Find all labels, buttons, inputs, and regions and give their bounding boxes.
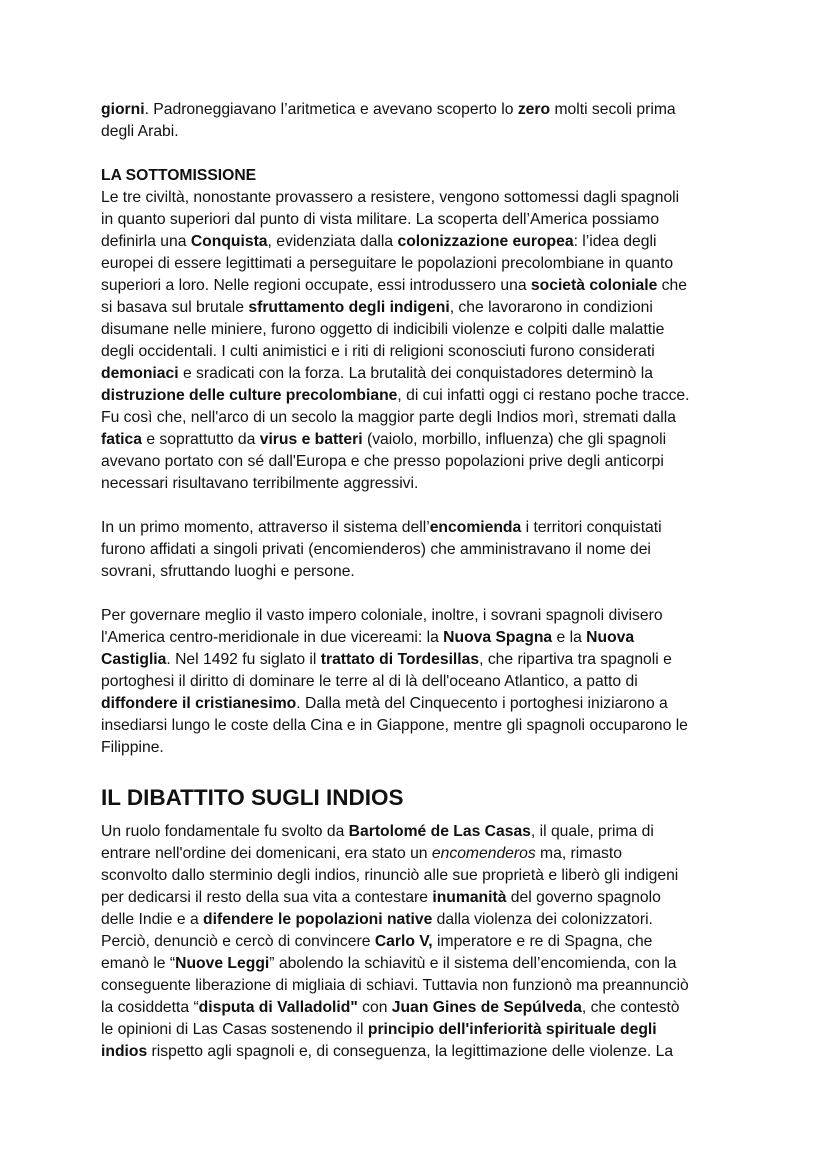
bold-text: Nuova (586, 629, 635, 646)
text-run: Le tre civiltà, nonostante provassero a resistere, vengono sottomessi dagli spagnoli (101, 189, 680, 206)
intro-paragraph (101, 99, 741, 143)
bold-text: Conquista (190, 233, 268, 250)
bold-text: colonizzazione europea (397, 233, 574, 250)
section-heading-sottomissione: LA SOTTOMISSIONE (101, 167, 257, 184)
italic-text: encomenderos (431, 845, 536, 862)
text-run: l'America centro-meridionale in due vicereami: la (101, 629, 444, 646)
text-run: si basava sul brutale (101, 299, 249, 316)
text-run: disumane nelle miniere, furono oggetto di indicibili violenze e colpiti dalle malattie (101, 321, 665, 338)
text-run: sovrani, sfruttando luoghi e persone. (101, 563, 355, 580)
bold-text: giorni (101, 101, 145, 118)
text-line (101, 1041, 741, 1063)
text-line (101, 561, 741, 583)
text-run: e la (552, 629, 587, 646)
text-run: ” abolendo la schiavitù e il sistema dell’encomienda, con la (269, 955, 677, 972)
sottomissione-paragraph-1 (101, 187, 741, 495)
bold-text: encomienda (429, 519, 522, 536)
text-run: Fu così che, nell'arco di un secolo la maggior parte degli Indios morì, stremati dalla (101, 409, 676, 426)
text-run: le opinioni di Las Casas sostenendo il (101, 1021, 368, 1038)
bold-text: principio dell'inferiorità spirituale degli (367, 1021, 657, 1038)
bold-text: Nuove Leggi (175, 955, 270, 972)
text-line (101, 1019, 741, 1041)
document-page (101, 99, 741, 1063)
text-line (101, 275, 741, 297)
paragraph-gap (101, 495, 741, 517)
text-line (101, 121, 741, 143)
paragraph-gap (101, 583, 741, 605)
bold-text: Bartolomé de Las Casas (348, 823, 531, 840)
text-line (101, 473, 741, 495)
bold-text: inumanità (432, 889, 507, 906)
bold-text: sfruttamento degli indigeni (248, 299, 450, 316)
text-run: imperatore e re di Spagna, che (432, 933, 653, 950)
text-run: che (657, 277, 687, 294)
text-line (101, 187, 741, 209)
text-run: , che ripartiva tra spagnoli e (479, 651, 672, 668)
text-line (101, 953, 741, 975)
bold-text: disputa di Valladolid" (198, 999, 358, 1016)
text-line (101, 737, 741, 759)
text-line (101, 693, 741, 715)
text-line (101, 451, 741, 473)
text-run: emanò le “ (101, 955, 176, 972)
text-run: furono affidati a singoli privati (encomienderos) che amministravano il nome dei (101, 541, 651, 558)
text-run: necessari risultavano terribilmente aggressivi. (101, 475, 419, 492)
text-line (101, 975, 741, 997)
text-run: degli occidentali. I culti animistici e i riti di religioni sconosciuti furono considerati (101, 343, 655, 360)
bold-text: diffondere il cristianesimo (101, 695, 297, 712)
text-run: Per governare meglio il vasto impero coloniale, inoltre, i sovrani spagnoli divisero (101, 607, 663, 624)
text-run: entrare nell'ordine dei domenicani, era stato un (101, 845, 432, 862)
text-line (101, 517, 741, 539)
bold-text: indios (101, 1043, 148, 1060)
text-line (101, 407, 741, 429)
text-line (101, 649, 741, 671)
text-run: la cosiddetta “ (101, 999, 199, 1016)
text-run: . Dalla metà del Cinquecento i portoghesi iniziarono a (296, 695, 668, 712)
text-line (101, 671, 741, 693)
text-line (101, 715, 741, 737)
text-line (101, 821, 741, 843)
text-run: , evidenziata dalla (267, 233, 398, 250)
text-run: insediarsi lungo le coste della Cina e in Giappone, mentre gli spagnoli occuparono le (101, 717, 688, 734)
text-run: , di cui infatti oggi ci restano poche tracce. (397, 387, 690, 404)
text-run: superiori a loro. Nelle regioni occupate, essi introdussero una (101, 277, 531, 294)
text-line (101, 539, 741, 561)
text-run: molti secoli prima (550, 101, 676, 118)
text-run: (vaiolo, morbillo, influenza) che gli spagnoli (362, 431, 667, 448)
sottomissione-paragraph-2 (101, 517, 741, 583)
text-run: Filippine. (101, 739, 164, 756)
text-run: avevano portato con sé dall'Europa e che presso popolazioni prive degli anticorpi (101, 453, 664, 470)
text-line (101, 887, 741, 909)
text-line (101, 843, 741, 865)
bold-text: demoniaci (101, 365, 179, 382)
text-line (101, 909, 741, 931)
text-line (101, 319, 741, 341)
text-run: degli Arabi. (101, 123, 179, 140)
text-run: Un ruolo fondamentale fu svolto da (101, 823, 349, 840)
text-line (101, 627, 741, 649)
bold-text: Castiglia (101, 651, 167, 668)
bold-text: società coloniale (530, 277, 658, 294)
bold-text: virus e batteri (259, 431, 363, 448)
text-line (101, 297, 741, 319)
bold-text: difendere le popolazioni native (203, 911, 433, 928)
text-line (101, 99, 741, 121)
bold-text: trattato di Tordesillas (320, 651, 480, 668)
text-line (101, 209, 741, 231)
section-heading-dibattito: IL DIBATTITO SUGLI INDIOS (101, 785, 404, 810)
text-run: . Padroneggiavano l’aritmetica e avevano scoperto lo (144, 101, 518, 118)
text-line (101, 865, 741, 887)
dibattito-paragraph-1 (101, 821, 741, 1063)
text-run: portoghesi il diritto di dominare le terre al di là dell'oceano Atlantico, a patto di (101, 673, 638, 690)
text-run: . Nel 1492 fu siglato il (166, 651, 321, 668)
text-run: conseguente liberazione di migliaia di schiavi. Tuttavia non funzionò ma preannunciò (101, 977, 689, 994)
text-run: europei di essere legittimati a perseguitare le popolazioni precolombiane in quanto (101, 255, 674, 272)
text-line (101, 253, 741, 275)
text-line (101, 385, 741, 407)
sottomissione-paragraph-3 (101, 605, 741, 759)
text-run: dalla violenza dei colonizzatori. (432, 911, 653, 928)
bold-text: zero (517, 101, 551, 118)
text-line (101, 231, 741, 253)
text-run: , il quale, prima di (530, 823, 654, 840)
text-run: ma, rimasto (535, 845, 622, 862)
text-run: sconvolto dallo sterminio degli indios, rinunciò alle sue proprietà e liberò gli indigeni (101, 867, 679, 884)
text-run: in quanto superiori dal punto di vista militare. La scoperta dell’America possiamo (101, 211, 660, 228)
text-run: , che lavorarono in condizioni (449, 299, 653, 316)
text-line (101, 997, 741, 1019)
bold-text: Nuova Spagna (443, 629, 553, 646)
text-run: Perciò, denunciò e cercò di convincere (101, 933, 375, 950)
text-run: e sradicati con la forza. La brutalità dei conquistadores determinò la (178, 365, 653, 382)
text-run: , che contestò (581, 999, 680, 1016)
text-line (101, 931, 741, 953)
text-run: In un primo momento, attraverso il sistema dell’ (101, 519, 430, 536)
text-run: del governo spagnolo (506, 889, 661, 906)
text-run: definirla una (101, 233, 191, 250)
text-run: con (357, 999, 392, 1016)
text-run: per dedicarsi il resto della sua vita a contestare (101, 889, 433, 906)
text-run: e soprattutto da (141, 431, 260, 448)
bold-text: Juan Gines de Sepúlveda (391, 999, 582, 1016)
text-run: delle Indie e a (101, 911, 204, 928)
text-run: : l’idea degli (573, 233, 657, 250)
text-line (101, 341, 741, 363)
bold-text: Carlo V, (374, 933, 433, 950)
text-line (101, 605, 741, 627)
text-run: i territori conquistati (521, 519, 662, 536)
text-line (101, 429, 741, 451)
paragraph-gap (101, 143, 741, 165)
text-run: rispetto agli spagnoli e, di conseguenza, la legittimazione delle violenze. La (147, 1043, 674, 1060)
bold-text: distruzione delle culture precolombiane (101, 387, 398, 404)
text-line (101, 363, 741, 385)
bold-text: fatica (101, 431, 142, 448)
